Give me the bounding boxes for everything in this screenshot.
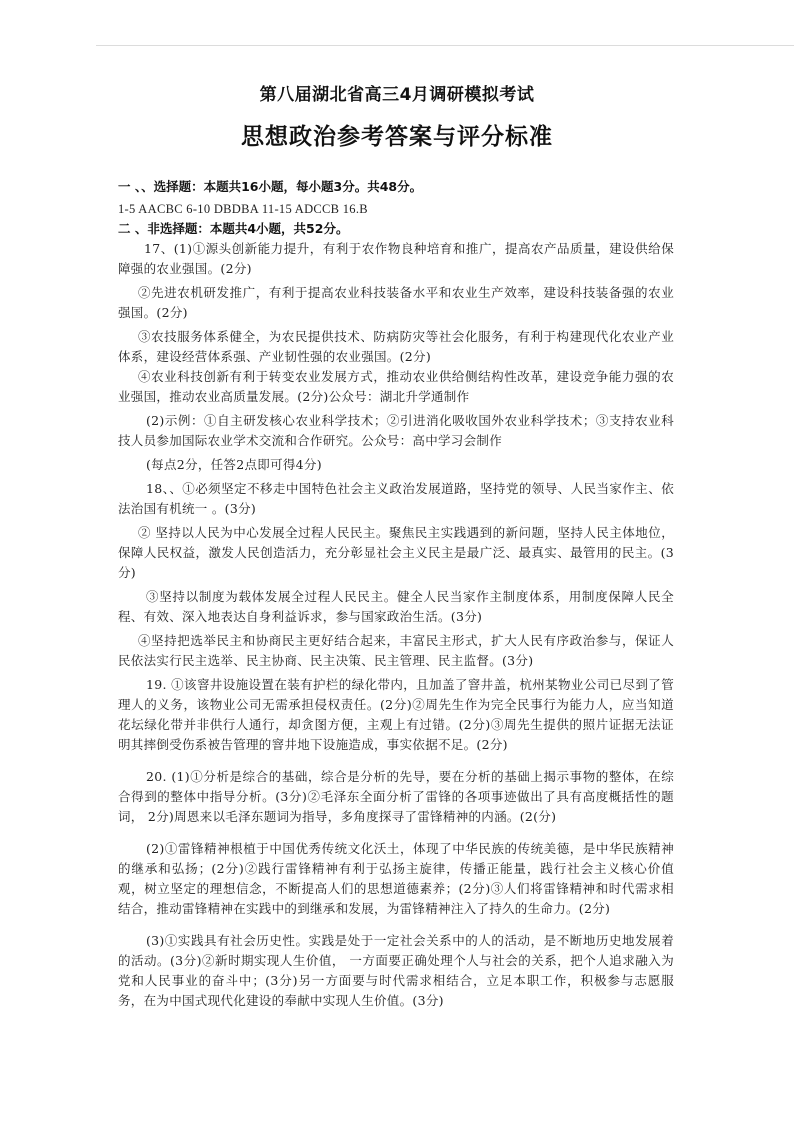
answer-17-1-point-4: ④农业科技创新有利于转变农业发展方式，推动农业供给侧结构性改革，建设竞争能力强的农业强国，推动农业高质量发展。(2分)公众号：湖北升学通制作 [118, 369, 674, 404]
answer-20-3: (3)①实践具有社会历史性。实践是处于一定社会关系中的人的活动，是不断地历史地发展着的活动。(3分)②新时期实现人生价值， 一方面要正确处理个人与社会的关系，把个人追求融入为党和人民事业的奋斗中；(3分)另一方面要与时代需求相结合，立足本职工作，积极参与志愿服务，在为中国式现代化建设的奉献中实现人生价值。(3分) [118, 933, 674, 1008]
answer-17-2-scoring: (每点2分，任答2点即可得4分) [146, 457, 322, 472]
choice-answers: 1-5 AACBC 6-10 DBDBA 11-15 ADCCB 16.B [118, 202, 368, 216]
answer-17-1-point-1: 17、(1)①源头创新能力提升，有利于农作物良种培育和推广，提高农产品质量，建设供给保障强的农业强国。(2分) [118, 241, 674, 276]
answer-17-1-point-3: ③农技服务体系健全，为农民提供技术、防病防灾等社会化服务，有利于构建现代化农业产业体系，建设经营体系强、产业韧性强的农业强国。(2分) [118, 329, 674, 364]
section-heading-nonchoice: 二 、非选择题：本题共4小题，共52分。 [118, 221, 349, 236]
document-title: 思想政治参考答案与评分标准 [241, 124, 553, 150]
section-heading-choice: 一 、、选择题：本题共16小题，每小题3分。共48分。 [118, 179, 423, 194]
answer-20-1: 20. (1)①分析是综合的基础，综合是分析的先导，要在分析的基础上揭示事物的整体，在综合得到的整体中指导分析。(3分)②毛泽东全面分析了雷锋的各项事迹做出了具有高度概括性的题词， 2分)周恩来以毛泽东题词为指导，多角度探寻了雷锋精神的内涵。(2(分) [118, 769, 674, 824]
answer-18-point-3: ③坚持以制度为载体发展全过程人民民主。健全人民当家作主制度体系，用制度保障人民全程、有效、深入地表达自身利益诉求，参与国家政治生活。(3分) [118, 589, 674, 624]
answer-18-point-4: ④坚持把选举民主和协商民主更好结合起来，丰富民主形式，扩大人民有序政治参与，保证人民依法实行民主选举、民主协商、民主决策、民主管理、民主监督。(3分) [118, 633, 674, 668]
answer-20-2: (2)①雷锋精神根植于中国优秀传统文化沃土，体现了中华民族的传统美德，是中华民族精神的继承和弘扬；(2分)②践行雷锋精神有利于弘扬主旋律，传播正能量，践行社会主义核心价值观，树立坚定的理想信念，不断提高人们的思想道德素养；(2分)③人们将雷锋精神和时代需求相结合，推动雷锋精神在实践中的到继承和发展，为雷锋精神注入了持久的生命力。(2分) [118, 841, 674, 916]
answer-18-point-1: 18、、①必须坚定不移走中国特色社会主义政治发展道路，坚持党的领导、人民当家作主、依法治国有机统一 。(3分) [118, 481, 674, 516]
answer-17-1-point-2: ②先进农机研发推广，有利于提高农业科技装备水平和农业生产效率，建设科技装备强的农业强国。(2分) [118, 285, 674, 320]
top-divider [96, 45, 794, 46]
answer-17-2: (2)示例：①自主研发核心农业科学技术；②引进消化吸收国外农业科学技术；③支持农业科技人员参加国际农业学术交流和合作研究。公众号：高中学习会制作 [118, 413, 674, 448]
answer-19: 19. ①该窨井设施设置在装有护栏的绿化带内，且加盖了窨井盖，杭州某物业公司已尽到了管理人的义务，该物业公司无需承担侵权责任。(2分)②周先生作为完全民事行为能力人，应当知道花坛绿化带并非供行人通行，却贪图方便，主观上有过错。(2分)③周先生提供的照片证据无法证明其摔倒受伤系被告管理的窨井地下设施造成，事实依据不足。(2分) [118, 677, 674, 752]
exam-title: 第八届湖北省高三4月调研模拟考试 [259, 85, 535, 105]
answer-18-point-2: ② 坚持以人民为中心发展全过程人民民主。聚焦民主实践遇到的新问题，坚持人民主体地位，保障人民权益，激发人民创造活力，充分彰显社会主义民主是最广泛、最真实、最管用的民主。(3分) [118, 525, 674, 580]
document-body [118, 177, 674, 1011]
